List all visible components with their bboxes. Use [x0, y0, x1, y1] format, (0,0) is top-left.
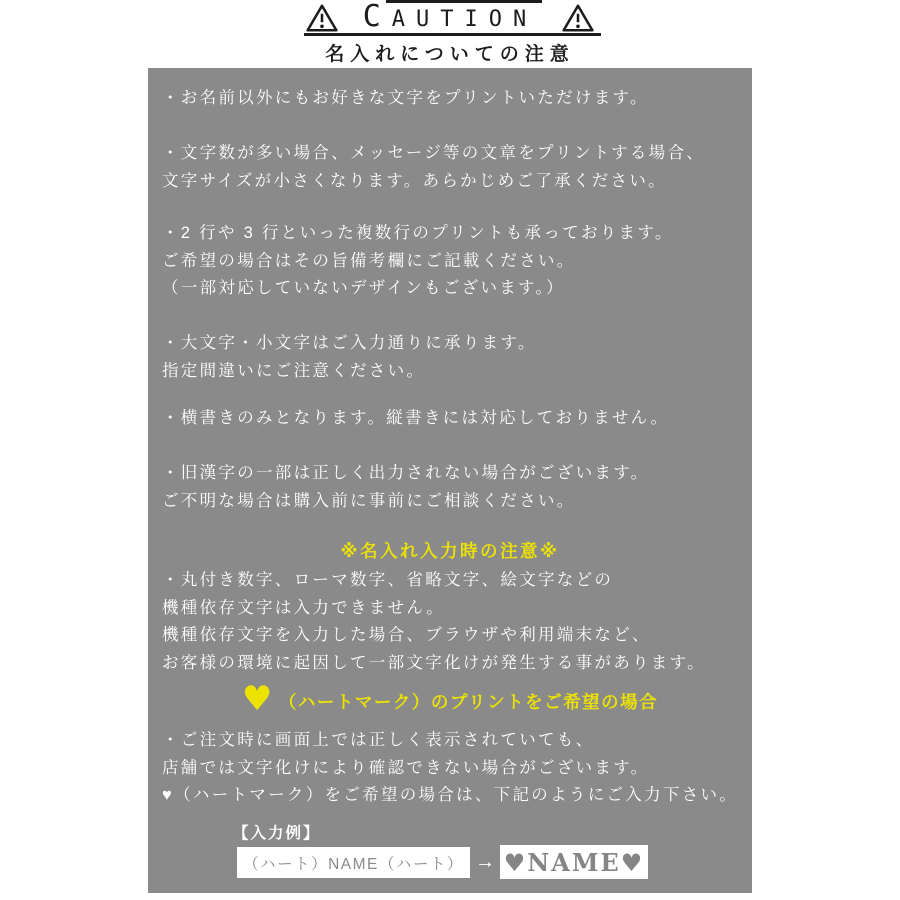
notice-paragraph-old-kanji: ・旧漢字の一部は正しく出力されない場合がございます。 ご不明な場合は購入前に事前にご相談ください。	[162, 464, 650, 510]
notice-panel	[148, 68, 752, 893]
notice-paragraph-font-size: ・文字数が多い場合、メッセージ等の文章をプリントする場合、 文字サイズが小さくなります。あらかじめご了承ください。	[162, 144, 706, 190]
heart-icon: ♥	[241, 679, 274, 719]
notice-paragraph-horizontal-only: ・横書きのみとなります。縦書きには対応しておりません。	[162, 409, 670, 427]
notice-paragraph-custom-text: ・お名前以外にもお好きな文字をプリントいただけます。	[162, 89, 649, 107]
output-example-box: ♥NAME♥	[500, 845, 648, 879]
caution-header	[0, 2, 900, 34]
input-notice-heading: ※名入れ入力時の注意※	[340, 541, 560, 561]
notice-paragraph-multiline: ・2 行や 3 行といった複数行のプリントも承っております。 ご希望の場合はその旨備考欄にご記載ください。 （一部対応していないデザインもございます。）	[162, 224, 674, 297]
warning-triangle-icon	[305, 3, 339, 33]
caution-title: CAUTION	[362, 0, 538, 34]
heart-mark-heading	[148, 679, 752, 719]
heart-heading-label: （ハートマーク）のプリントをご希望の場合	[278, 691, 659, 712]
notice-paragraph-platform-chars: ・丸付き数字、ローマ数字、省略文字、絵文字などの 機種依存文字は入力できません。 機種依存文字を入力した場合、ブラウザや利用端末など、 お客様の環境に起因して一部文字化けが発生する事があります。	[162, 571, 706, 672]
input-example-box: （ハート）NAME（ハート）	[237, 847, 470, 878]
page-title: 名入れについての注意	[325, 44, 575, 65]
input-example-label: 【入力例】	[233, 825, 321, 842]
notice-paragraph-case: ・大文字・小文字はご入力通りに承ります。 指定間違いにご注意ください。	[162, 334, 537, 380]
header-divider	[304, 33, 601, 36]
arrow-right-icon: →	[475, 851, 495, 873]
notice-paragraph-heart-mark: ・ご注文時に画面上では正しく表示されていても、 店舗では文字化けにより確認できない場合がございます。 ♥（ハートマーク）をご希望の場合は、下記のようにご入力下さい。	[162, 731, 739, 804]
warning-triangle-icon	[561, 3, 595, 33]
